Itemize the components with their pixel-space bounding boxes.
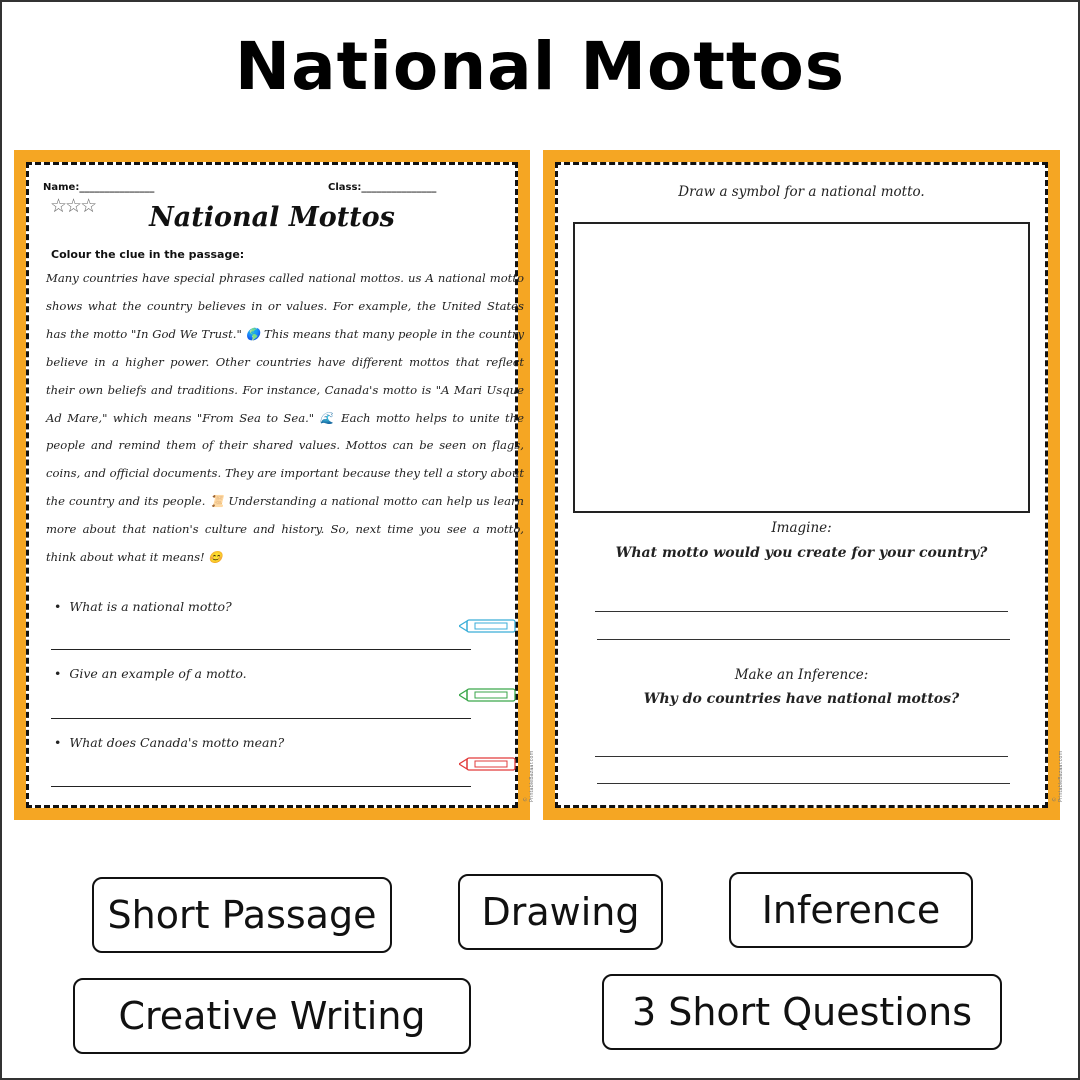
reading-passage: Many countries have special phrases called national mottos. us A national motto shows what the country believes in or values. For example, the United States has the motto "In God We Trust." 🌎 This means that many people in the country believe in a higher power. Other countries have different mottos that reflect their own beliefs and traditions. For instance, Canada's motto is "A Mari Usque Ad Mare," which means "From Sea to Sea." 🌊 Each motto helps to unite the people and remind them of their shared values. Mottos can be seen on flags, coins, and official documents. They are important because they tell a story about the country and its people. 📜 Understanding a national motto can help us learn more about that nation's culture and history. So, next time you see a motto, think about what it means! 😊	[46, 271, 524, 565]
tag-drawing: Drawing	[458, 874, 663, 950]
writing-line[interactable]	[597, 783, 1010, 784]
rating-stars-icon: ☆☆☆	[50, 195, 96, 217]
site-credit: © PrintableBazaar.com	[523, 750, 535, 802]
tag-inference: Inference	[729, 872, 973, 948]
bullet: •	[54, 735, 62, 750]
writing-line[interactable]	[595, 756, 1008, 757]
inference-question: Why do countries have national mottos?	[643, 691, 960, 707]
green-crayon-icon	[459, 688, 519, 702]
drawing-box[interactable]	[573, 222, 1030, 513]
class-field-label: Class:_______________	[328, 182, 437, 193]
question-item	[54, 599, 232, 614]
blue-crayon-icon	[459, 619, 519, 633]
tag-3-short-questions: 3 Short Questions	[602, 974, 1002, 1050]
question-text: Give an example of a motto.	[69, 666, 247, 681]
inference-label: Make an Inference:	[734, 667, 869, 683]
imagine-question: What motto would you create for your country?	[615, 545, 988, 561]
site-credit: © PrintableBazaar.com	[1052, 750, 1064, 802]
worksheet-page-passage	[14, 150, 535, 820]
question-text: What does Canada's motto mean?	[69, 735, 285, 750]
worksheet-page-activities	[543, 150, 1064, 820]
question-item	[54, 666, 247, 681]
answer-line[interactable]	[51, 649, 471, 650]
question-text: What is a national motto?	[69, 599, 232, 614]
writing-line[interactable]	[597, 639, 1010, 640]
tag-creative-writing: Creative Writing	[73, 978, 471, 1054]
question-item	[54, 735, 284, 750]
draw-prompt: Draw a symbol for a national motto.	[678, 184, 925, 200]
passage-instruction: Colour the clue in the passage:	[51, 248, 245, 261]
name-field-label: Name:_______________	[43, 182, 155, 193]
worksheet-title: National Mottos	[149, 202, 395, 233]
page-title: National Mottos	[234, 28, 846, 105]
bullet: •	[54, 666, 62, 681]
imagine-label: Imagine:	[771, 520, 832, 536]
tag-short-passage: Short Passage	[92, 877, 392, 953]
red-crayon-icon	[459, 757, 519, 771]
answer-line[interactable]	[51, 786, 471, 787]
writing-line[interactable]	[595, 611, 1008, 612]
bullet: •	[54, 599, 62, 614]
answer-line[interactable]	[51, 718, 471, 719]
